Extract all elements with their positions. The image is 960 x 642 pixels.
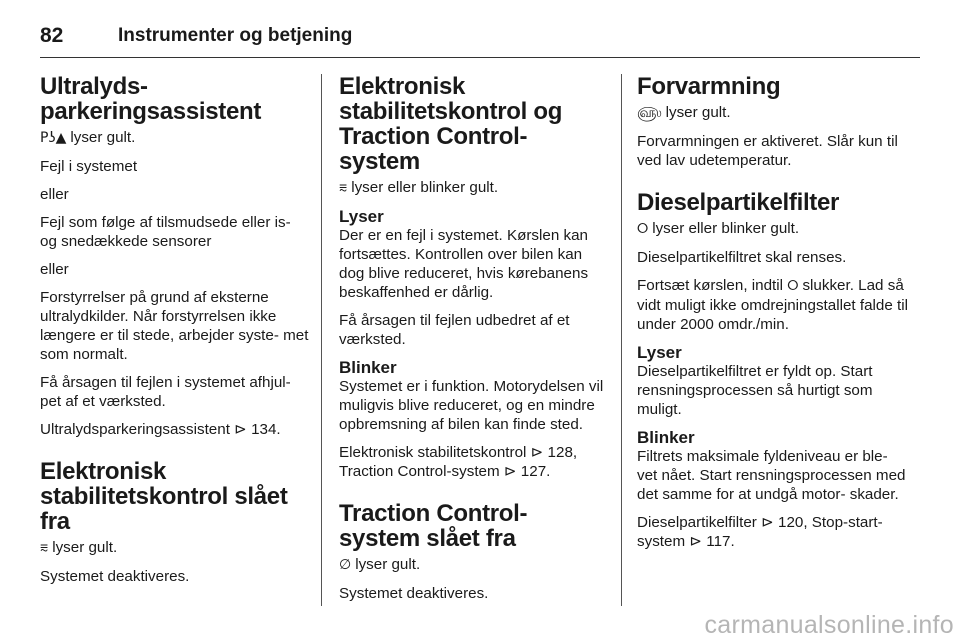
paragraph: Systemet er i funktion. Motorydelsen vil muligvis blive reduceret, og en mindre opbremsning af bilen kan finde sted. (339, 378, 604, 433)
dpf-icon: ⭘ (787, 278, 799, 294)
preheat-icon: ௵ (637, 105, 662, 121)
paragraph: Forstyrrelser på grund af eksterne ultralydkilder. Når forstyrrelsen ikke længere er til stede, arbejder syste- met som normalt. (40, 289, 309, 363)
section-title-preheat: Forvarmning (637, 73, 781, 100)
paragraph: eller (40, 261, 69, 278)
page-title: Instrumenter og betjening (118, 24, 353, 46)
esc-icon: ⩳ (339, 180, 348, 196)
paragraph: eller (40, 186, 69, 203)
page-number: 82 (40, 23, 64, 47)
paragraph: lyser eller blinker gult. (652, 220, 800, 237)
subheading-lyser: Lyser (339, 207, 384, 226)
paragraph: Filtrets maksimale fyldeniveau er ble- vet nået. Start rensningsprocessen med det samme for at undgå motor- skader. (637, 448, 906, 503)
paragraph: lyser eller blinker gult. (351, 179, 499, 196)
paragraph: Dieselpartikelfilter ⊳ 120, Stop-start- system ⊳ 117. (637, 514, 883, 550)
paragraph: Få årsagen til fejlen i systemet afhjul- pet af et værksted. (40, 374, 291, 410)
esc-off-icon: ⩳ (40, 540, 49, 556)
paragraph: Ultralydsparkeringsassistent ⊳ 134. (40, 421, 281, 438)
subheading-lyser: Lyser (637, 343, 682, 362)
parking-assist-icon: Pʖ▲ (40, 130, 67, 146)
dpf-icon: ⭘ (637, 221, 649, 237)
page-header (40, 18, 920, 58)
paragraph: lyser gult. (665, 104, 731, 121)
subheading-blinker: Blinker (637, 428, 695, 447)
section-title-esc-off: Elektronisk stabilitetskontrol slået fra (40, 458, 288, 535)
paragraph: lyser gult. (52, 539, 118, 556)
tc-off-icon: ∅ (339, 557, 352, 573)
paragraph: Fortsæt kørslen, indtil (637, 277, 784, 294)
section-title-esc: Elektronisk stabilitetskontrol og Traction Control-system (339, 73, 563, 175)
section-title-parking: Ultralyds-parkeringsassistent (40, 73, 262, 125)
subheading-blinker: Blinker (339, 358, 397, 377)
section-title-tc-off: Traction Control-system slået fra (339, 500, 528, 552)
paragraph: Fejl i systemet (40, 158, 138, 175)
watermark: carmanualsonline.info (704, 611, 954, 639)
paragraph: Få årsagen til fejlen udbedret af et værksted. (339, 312, 570, 348)
paragraph: slukker. Lad så vidt muligt ikke omdrejningstallet falde til under 2000 omdr./min. (637, 277, 908, 333)
paragraph: Fejl som følge af tilsmudsede eller is- og snedækkede sensorer (40, 214, 291, 250)
column-divider (321, 74, 322, 606)
column-divider (621, 74, 622, 606)
paragraph: Forvarmningen er aktiveret. Slår kun til ved lav udetemperatur. (637, 133, 898, 169)
section-title-dpf: Dieselpartikelfilter (637, 189, 840, 216)
column-3 (637, 74, 909, 560)
column-1 (40, 74, 310, 595)
paragraph: Systemet deaktiveres. (339, 585, 489, 602)
paragraph: lyser gult. (355, 556, 421, 573)
paragraph: Elektronisk stabilitetskontrol ⊳ 128, Traction Control-system ⊳ 127. (339, 444, 578, 480)
column-2 (339, 74, 607, 612)
paragraph: Der er en fejl i systemet. Kørslen kan fortsættes. Kontrollen over bilen kan dog blive reduceret, hvis kørebanens beskaffenhed er dårlig. (339, 227, 589, 301)
paragraph: lyser gult. (70, 129, 136, 146)
paragraph: Dieselpartikelfiltret skal renses. (637, 249, 847, 266)
paragraph: Dieselpartikelfiltret er fyldt op. Start rensningsprocessen så hurtigt som muligt. (637, 363, 873, 418)
paragraph: Systemet deaktiveres. (40, 568, 190, 585)
